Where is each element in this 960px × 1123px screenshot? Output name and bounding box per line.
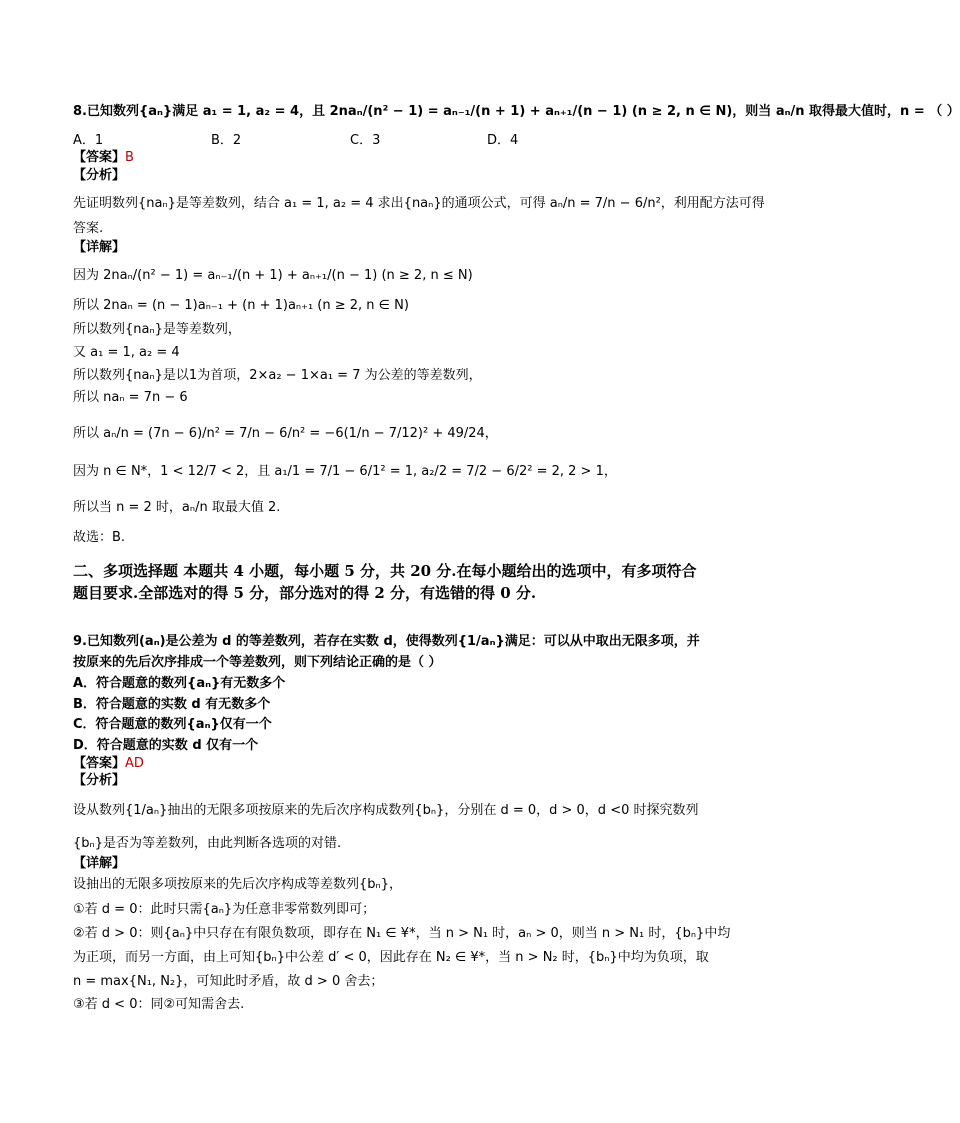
q8-option-d: D．4 <box>487 133 519 148</box>
q9-stem-2: 按原来的先后次序排成一个等差数列，则下列结论正确的是（ ） <box>73 655 442 670</box>
q9-answer-tag: 【答案】 <box>73 756 126 771</box>
section2-title-1: 二、多项选择题 本题共 4 小题，每小题 5 分，共 20 分.在每小题给出的选项中，有多项符合 <box>73 562 697 580</box>
q8-option-a: A．1 <box>73 133 104 148</box>
q9-answer-value: AD <box>125 756 144 771</box>
q9-analysis-tag: 【分析】 <box>73 773 126 788</box>
q8-step-6: 所以 naₙ = 7n − 6 <box>73 390 188 405</box>
q9-option-a: A．符合题意的数列{aₙ}有无数多个 <box>73 676 286 691</box>
q8-step-1: 因为 2naₙ/(n² − 1) = aₙ₋₁/(n + 1) + aₙ₊₁/(n − 1) (n ≥ 2, n ≤ N) <box>73 268 473 283</box>
q8-answer-line <box>73 150 134 166</box>
q9-option-b: B．符合题意的实数 d 有无数多个 <box>73 697 271 712</box>
q8-stem-b: 2naₙ/(n² − 1) = aₙ₋₁/(n + 1) + aₙ₊₁/(n − 1) (n ≥ 2, n ∈ N)，则当 aₙ/n 取得最大值时，n = （ ） <box>329 104 960 119</box>
q8-option-c: C．3 <box>350 133 381 148</box>
q9-option-c: C．符合题意的数列{aₙ}仅有一个 <box>73 717 272 732</box>
q8-analysis-tag: 【分析】 <box>73 168 126 183</box>
q9-option-d: D．符合题意的实数 d 仅有一个 <box>73 738 259 753</box>
q8-step-10: 故选：B. <box>73 530 126 545</box>
q9-stem-1: 9.已知数列(aₙ)是公差为 d 的等差数列，若存在实数 d，使得数列{1/aₙ}满足：可以从中取出无限多项，并 <box>73 634 700 649</box>
q9-analysis-2: {bₙ}是否为等差数列，由此判断各选项的对错. <box>73 836 342 851</box>
q8-answer-tag: 【答案】 <box>73 150 126 165</box>
q8-analysis-1: 先证明数列{naₙ}是等差数列，结合 a₁ = 1, a₂ = 4 求出{naₙ}的通项公式，可得 aₙ/n = 7/n − 6/n²，利用配方法可得 <box>73 196 765 211</box>
q9-step-6: ③若 d < 0：同②可知需舍去. <box>73 997 245 1012</box>
q9-detail-tag: 【详解】 <box>73 856 126 871</box>
q8-detail-tag: 【详解】 <box>73 240 126 255</box>
q8-stem-line <box>73 104 960 120</box>
q8-analysis-2: 答案. <box>73 221 104 236</box>
q8-step-9: 所以当 n = 2 时，aₙ/n 取最大值 2. <box>73 500 281 515</box>
q8-stem-a: 8.已知数列{aₙ}满足 a₁ = 1, a₂ = 4，且 <box>73 104 326 119</box>
q9-answer-line <box>73 756 144 772</box>
q8-option-b: B．2 <box>211 133 242 148</box>
q9-step-2: ①若 d = 0：此时只需{aₙ}为任意非零常数列即可； <box>73 902 376 917</box>
q8-step-4: 又 a₁ = 1, a₂ = 4 <box>73 345 180 360</box>
q9-analysis-1: 设从数列{1/aₙ}抽出的无限多项按原来的先后次序构成数列{bₙ}，分别在 d = 0，d > 0，d <0 时探究数列 <box>73 803 699 818</box>
q8-answer-value: B <box>125 150 134 165</box>
q9-step-1: 设抽出的无限多项按原来的先后次序构成等差数列{bₙ}， <box>73 877 402 892</box>
q8-step-8: 因为 n ∈ N*，1 < 12/7 < 2，且 a₁/1 = 7/1 − 6/1² = 1, a₂/2 = 7/2 − 6/2² = 2, 2 > 1， <box>73 464 617 479</box>
q8-step-7: 所以 aₙ/n = (7n − 6)/n² = 7/n − 6/n² = −6(1/n − 7/12)² + 49/24， <box>73 426 498 441</box>
q8-step-2: 所以 2naₙ = (n − 1)aₙ₋₁ + (n + 1)aₙ₊₁ (n ≥ 2, n ∈ N) <box>73 298 409 313</box>
q9-step-4: 为正项，而另一方面，由上可知{bₙ}中公差 d′ < 0，因此存在 N₂ ∈ ¥*，当 n > N₂ 时，{bₙ}中均为负项，取 <box>73 950 709 965</box>
q8-step-5: 所以数列{naₙ}是以1为首项，2×a₂ − 1×a₁ = 7 为公差的等差数列， <box>73 368 482 383</box>
q8-step-3: 所以数列{naₙ}是等差数列， <box>73 322 241 337</box>
q9-step-3: ②若 d > 0：则{aₙ}中只存在有限负数项，即存在 N₁ ∈ ¥*，当 n > N₁ 时，aₙ > 0，则当 n > N₁ 时，{bₙ}中均 <box>73 926 731 941</box>
section2-title-2: 题目要求.全部选对的得 5 分，部分选对的得 2 分，有选错的得 0 分. <box>73 584 537 602</box>
q9-step-5: n = max{N₁, N₂}，可知此时矛盾，故 d > 0 舍去； <box>73 974 384 989</box>
